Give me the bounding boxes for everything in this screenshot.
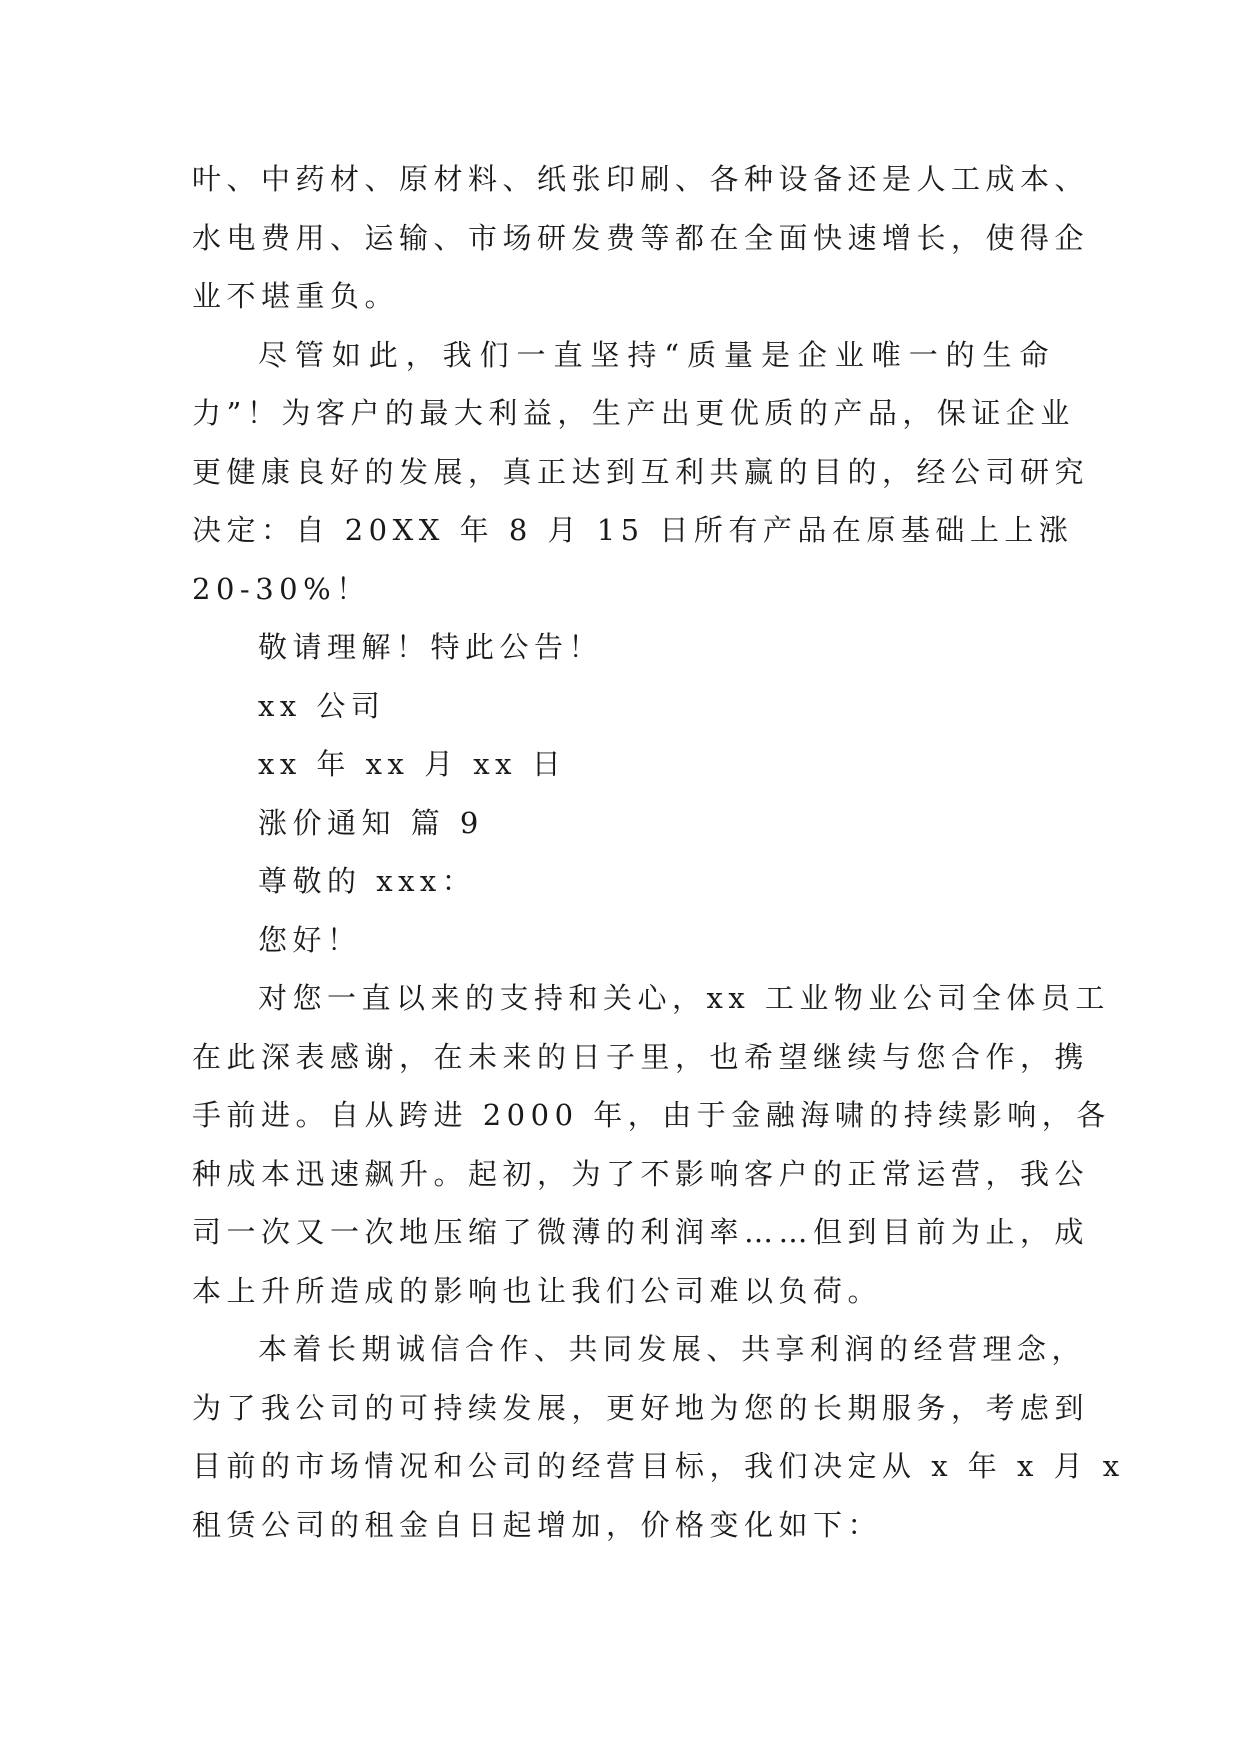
text-line: 决定：自 20XX 年 8 月 15 日所有产品在原基础上上涨: [192, 513, 1074, 547]
date-line: xx 年 xx 月 xx 日: [258, 747, 567, 781]
paragraph-start-line: 尽管如此，我们一直坚持“质量是企业唯一的生命: [258, 337, 1054, 372]
company-signature: xx 公司: [258, 688, 386, 723]
paragraph-start-line: 对您一直以来的支持和关心，xx 工业物业公司全体员工: [258, 981, 1110, 1015]
text-line: 业不堪重负。: [192, 279, 400, 313]
text-line: 本上升所造成的影响也让我们公司难以负荷。: [192, 1273, 883, 1308]
salutation: 尊敬的 xxx：: [258, 864, 477, 898]
text-line: 在此深表感谢，在未来的日子里，也希望继续与您合作，携: [192, 1039, 1090, 1074]
text-line: 司一次又一次地压缩了微薄的利润率……但到目前为止，成: [192, 1215, 1090, 1249]
text-line: 20-30%！: [192, 571, 371, 606]
paragraph-start-line: 本着长期诚信合作、共同发展、共享利润的经营理念，: [258, 1332, 1087, 1366]
text-line: 种成本迅速飙升。起初，为了不影响客户的正常运营，我公: [192, 1156, 1090, 1191]
greeting: 您好！: [258, 922, 362, 957]
closing-line: 敬请理解！特此公告！: [258, 630, 604, 664]
section-title: 涨价通知 篇 9: [258, 805, 484, 840]
text-line: 力”！为客户的最大利益，生产出更优质的产品，保证企业: [192, 396, 1075, 430]
text-line: 目前的市场情况和公司的经营目标，我们决定从 x 年 x 月 x: [192, 1449, 1125, 1483]
text-line: 水电费用、运输、市场研发费等都在全面快速增长，使得企: [192, 220, 1090, 255]
text-line: 叶、中药材、原材料、纸张印刷、各种设备还是人工成本、: [192, 162, 1090, 196]
text-line: 更健康良好的发展，真正达到互利共赢的目的，经公司研究: [192, 454, 1090, 489]
text-line: 租赁公司的租金自日起增加，价格变化如下：: [192, 1507, 883, 1542]
document-body: [192, 150, 1125, 1554]
text-line: 手前进。自从跨进 2000 年，由于金融海啸的持续影响，各: [192, 1098, 1111, 1132]
text-line: 为了我公司的可持续发展，更好地为您的长期服务，考虑到: [192, 1390, 1090, 1425]
